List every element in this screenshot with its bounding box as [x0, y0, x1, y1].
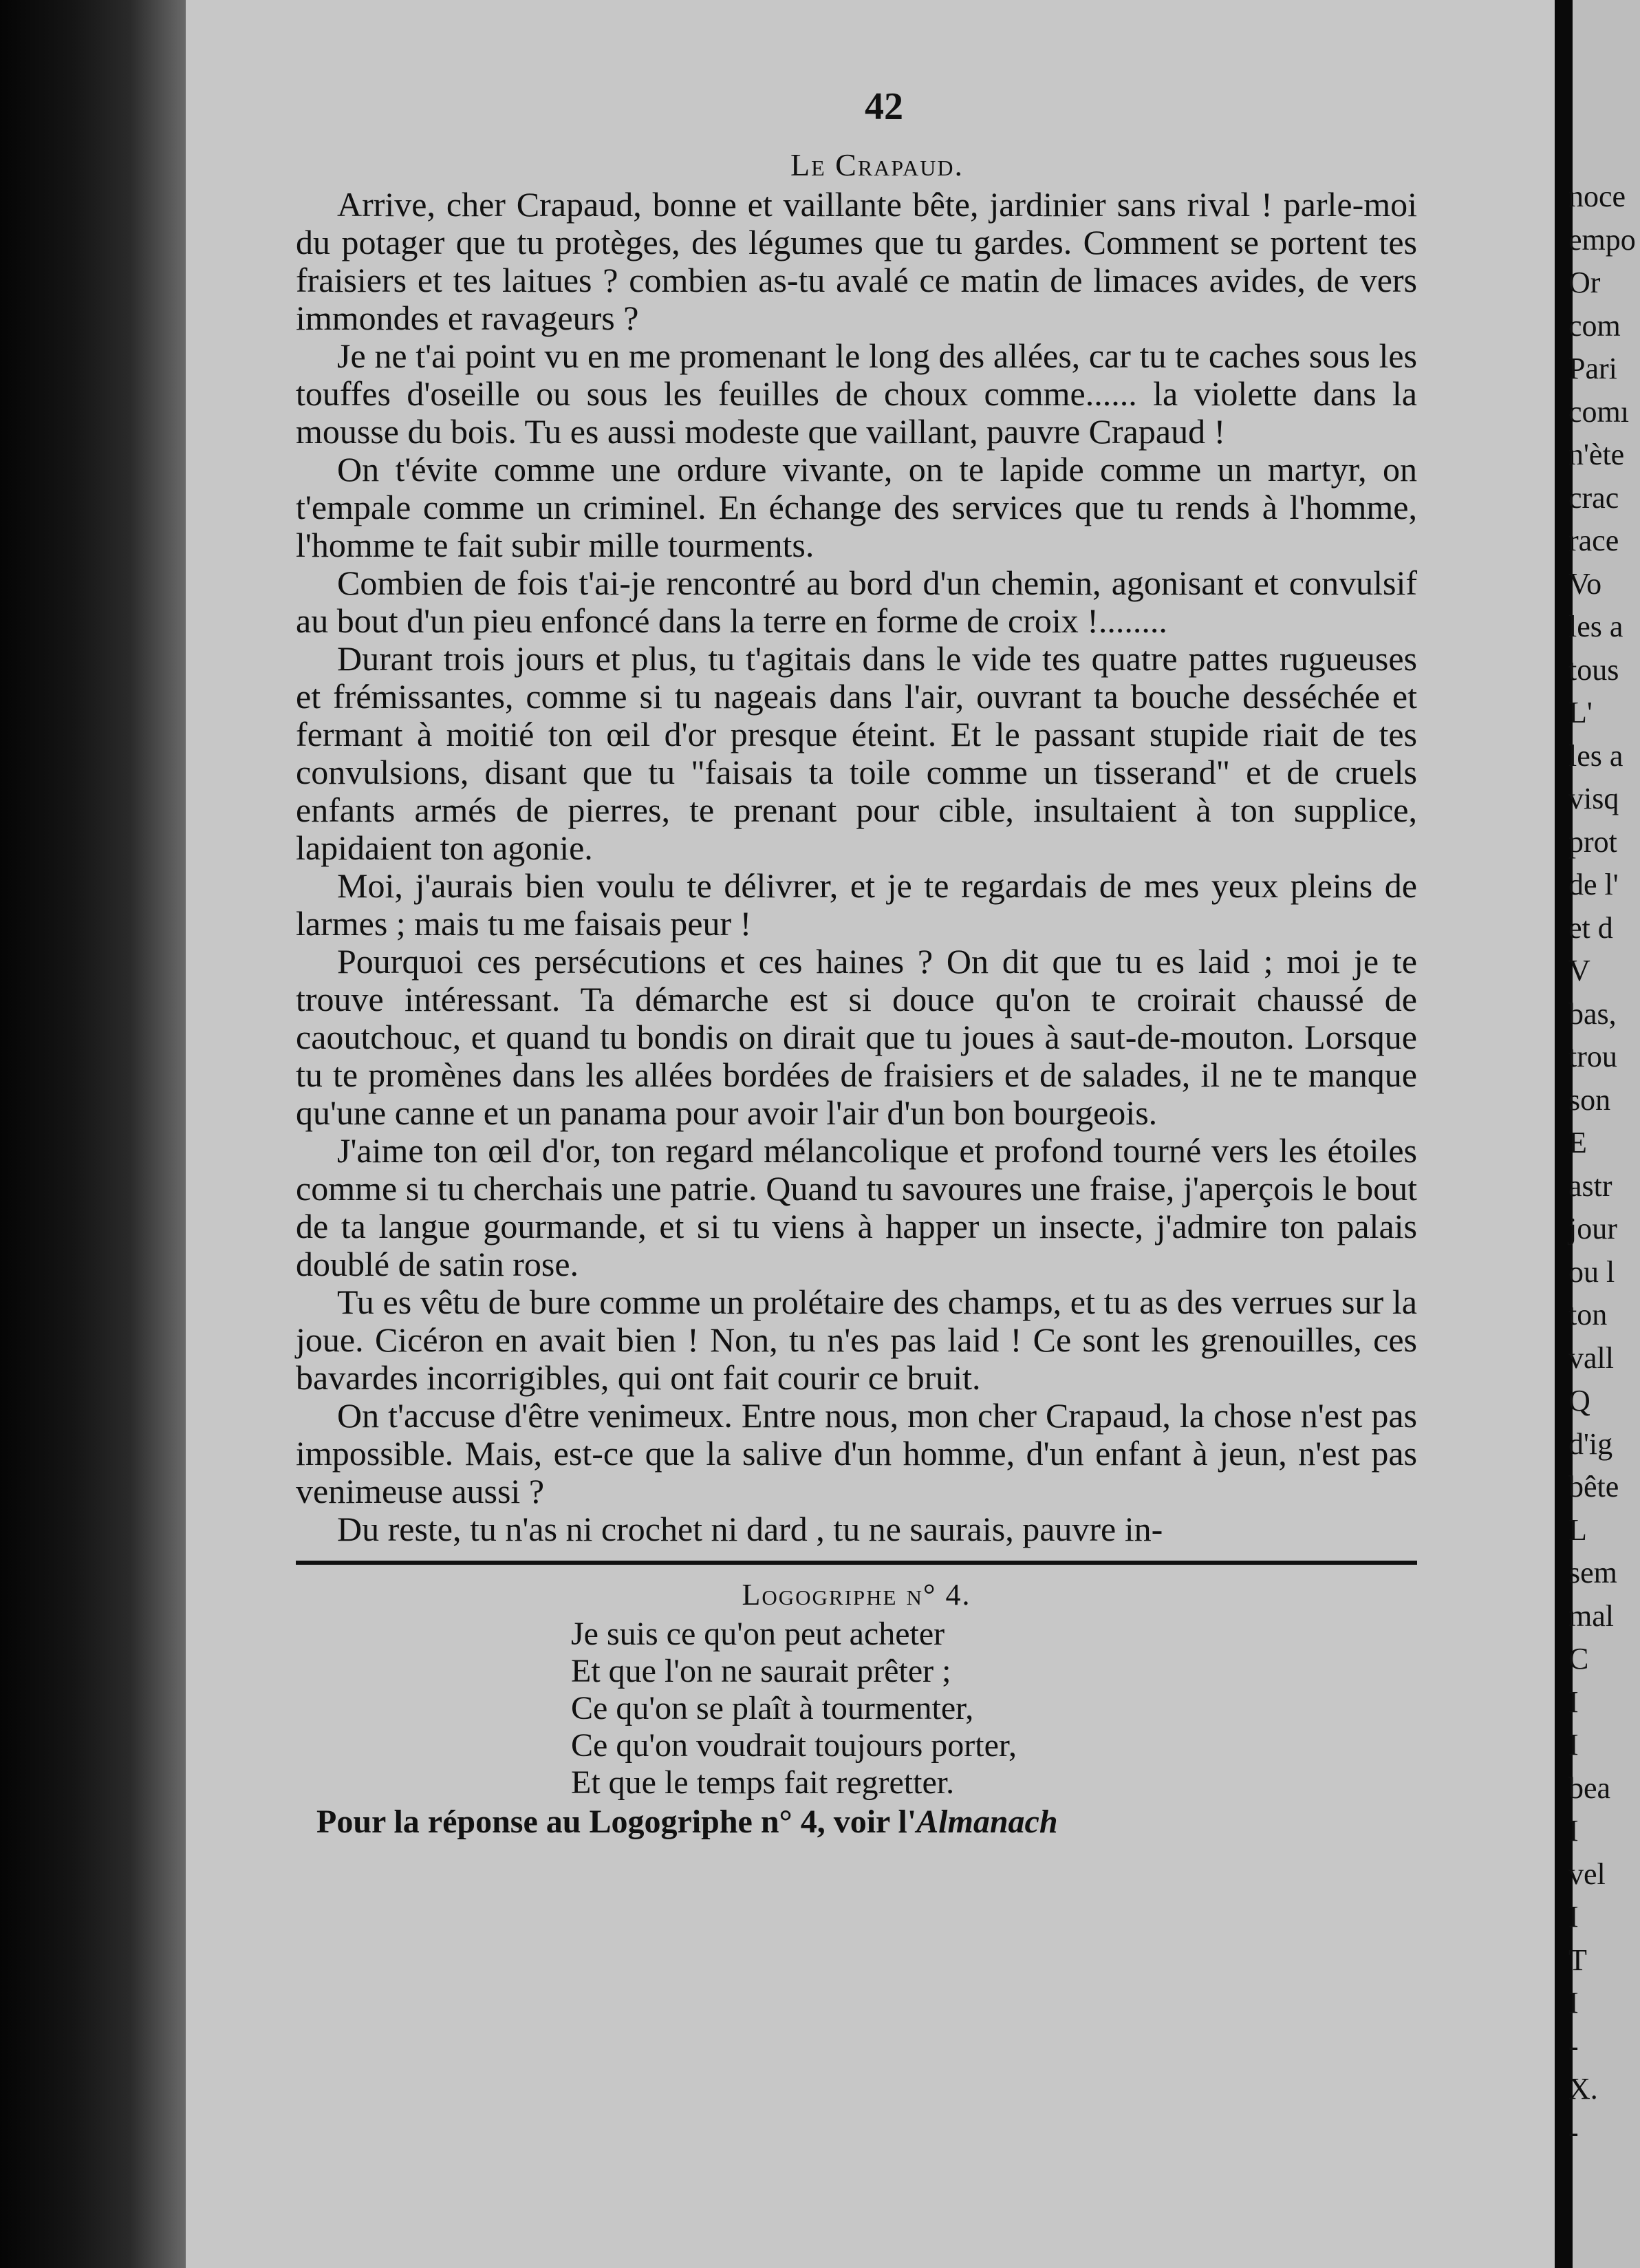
adjacent-page-fragment: L': [1568, 696, 1593, 729]
adjacent-page-fragment: tous: [1568, 652, 1619, 687]
adjacent-page-fragment: I: [1568, 1684, 1579, 1719]
adjacent-page-fragment: les a: [1568, 610, 1623, 643]
adjacent-page-fragment: sem: [1568, 1556, 1617, 1590]
verse-line: Et que l'on ne saurait prêter ;: [571, 1653, 951, 1689]
adjacent-page-fragment: I: [1568, 1900, 1579, 1934]
adjacent-page-fragment: Or: [1568, 266, 1601, 299]
adjacent-page-fragment: E: [1568, 1126, 1587, 1159]
adjacent-page-fragment: -: [1568, 2115, 1579, 2149]
adjacent-page-fragment: V: [1568, 954, 1590, 987]
adjacent-page-edge: [1555, 0, 1640, 2268]
page-text-block: [296, 69, 1417, 1843]
paragraph-6: Moi, j'aurais bien voulu te délivrer, et je te regardais de mes yeux pleins de larmes ; mais tu me faisais peur !: [296, 866, 1417, 943]
section-title: Le Crapaud.: [790, 147, 964, 182]
adjacent-page-fragment: vel: [1568, 1857, 1606, 1891]
adjacent-page-fragment: com: [1568, 308, 1621, 343]
adjacent-page-fragment: prot: [1568, 824, 1617, 859]
adjacent-page-fragment: visq: [1568, 782, 1619, 815]
section-divider: [296, 1561, 1417, 1565]
adjacent-page-fragment: L: [1568, 1512, 1587, 1547]
verse-line: Et que le temps fait regretter.: [571, 1764, 955, 1801]
adjacent-page-fragment: I: [1568, 1728, 1579, 1762]
paragraph-3: On t'évite comme une ordure vivante, on te lapide comme un martyr, on t'empale comme un criminel. En échange des services que tu rends à l'homme, l'homme te fait subir mille tourments.: [296, 450, 1417, 564]
book-binding: [0, 0, 186, 2268]
paragraph-4: Combien de fois t'ai-je rencontré au bord d'un chemin, agonisant et convulsif au bout d'un pieu enfoncé dans la terre en forme de croix !........: [296, 564, 1417, 640]
adjacent-page-fragment: I: [1568, 1814, 1579, 1848]
adjacent-page-fragment: Vo: [1568, 566, 1602, 601]
adjacent-page-fragment: trou: [1568, 1040, 1617, 1073]
adjacent-page-fragment: bas,: [1568, 996, 1617, 1031]
adjacent-page-fragment: ton: [1568, 1298, 1608, 1331]
adjacent-page-fragment: crac: [1568, 480, 1619, 515]
adjacent-page-fragment: vall: [1568, 1340, 1614, 1375]
adjacent-page-fragment: son: [1568, 1082, 1611, 1117]
adjacent-page-fragment: astr: [1568, 1168, 1612, 1203]
adjacent-page-fragment: bea: [1568, 1770, 1611, 1805]
adjacent-page-fragment: X.: [1568, 2072, 1598, 2106]
paragraph-10: On t'accuse d'être venimeux. Entre nous, mon cher Crapaud, la chose n'est pas impossible. Mais, est-ce que la salive d'un homme, d'un enfant à jeun, n'est pas venimeuse aussi ?: [296, 1396, 1417, 1510]
adjacent-page-fragment: bête: [1568, 1470, 1619, 1504]
logogriphe-verses: [571, 1616, 1417, 1801]
paragraph-7: Pourquoi ces persécutions et ces haines ? On dit que tu es laid ; moi je te trouve intéressant. Ta démarche est si douce qu'on te croirait chaussé de caoutchouc, et quand tu bondis on dirait que tu joues à saut-de-mouton. Lorsque tu te promènes dans les allées bordées de fraisiers et de salades, il ne te manque qu'une canne et un panama pour avoir l'air d'un bon bourgeois.: [296, 942, 1417, 1132]
page-number: 42: [865, 85, 903, 128]
adjacent-page-fragment: C: [1568, 1642, 1589, 1676]
adjacent-page-fragment: comı: [1568, 394, 1629, 429]
verse-line: Ce qu'on se plaît à tourmenter,: [571, 1690, 974, 1726]
adjacent-page-fragment: empo: [1568, 222, 1636, 257]
adjacent-page-fragment: d'ig: [1568, 1426, 1613, 1461]
paragraph-5: Durant trois jours et plus, tu t'agitais dans le vide tes quatre pattes rugueuses et frémissantes, comme si tu nageais dans l'air, ouvrant ta bouche desséchée et fermant à moitié ton œil d'or presque éteint. Et le passant stupide riait de tes convulsions, disant que tu "faisais ta toile comme un tisserand" et de cruels enfants armés de pierres, te prenant pour cible, insultaient à ton supplice, lapidaient ton agonie.: [296, 639, 1417, 867]
verse-line: Ce qu'on voudrait toujours porter,: [571, 1727, 1017, 1764]
adjacent-page-fragment: Q: [1568, 1384, 1590, 1418]
adjacent-page-fragment: Pari: [1568, 352, 1617, 385]
paragraph-11: Du reste, tu n'as ni crochet ni dard , tu ne saurais, pauvre in-: [337, 1510, 1163, 1548]
adjacent-page-fragment: noce: [1568, 180, 1626, 213]
answer-italic: Almanach: [916, 1804, 1058, 1840]
adjacent-page-fragment: mal: [1568, 1598, 1614, 1633]
adjacent-page-fragment: -: [1568, 2029, 1579, 2063]
adjacent-page-fragment: T: [1568, 1943, 1587, 1977]
verse-line: Je suis ce qu'on peut acheter: [571, 1616, 945, 1652]
adjacent-page-fragment: les a: [1568, 738, 1623, 773]
paragraph-1: Arrive, cher Crapaud, bonne et vaillante bête, jardinier sans rival ! parle-moi du potager que tu protèges, des légumes que tu gardes. Comment se portent tes fraisiers et tes laitues ? combien as-tu avalé ce matin de limaces avides, de vers immondes et ravageurs ?: [296, 185, 1417, 337]
adjacent-page-fragment: I: [1568, 1986, 1579, 2020]
paragraph-2: Je ne t'ai point vu en me promenant le long des allées, car tu te caches sous les touffes d'oseille ou sous les feuilles de choux comme...... la violette dans la mousse du bois. Tu es aussi modeste que vaillant, pauvre Crapaud !: [296, 336, 1417, 451]
logogriphe-answer-note: [316, 1801, 1417, 1843]
adjacent-page-fragment: de l': [1568, 868, 1619, 901]
adjacent-page-fragment: n'ète: [1568, 438, 1625, 471]
paragraph-8: J'aime ton œil d'or, ton regard mélancolique et profond tourné vers les étoiles comme si tu cherchais une patrie. Quand tu savoures une fraise, j'aperçois le bout de ta langue gourmande, et si tu viens à happer un insecte, j'admire ton palais doublé de satin rose.: [296, 1131, 1417, 1283]
book-page: [186, 0, 1555, 2268]
adjacent-page-fragment: jour: [1568, 1212, 1617, 1245]
logogriphe-title: Logogriphe n° 4.: [742, 1578, 971, 1612]
answer-prefix: Pour la réponse au Logogriphe n° 4, voir l': [316, 1804, 917, 1840]
adjacent-page-fragment: race: [1568, 524, 1619, 557]
paragraph-9: Tu es vêtu de bure comme un prolétaire des champs, et tu as des verrues sur la joue. Cicéron en avait bien ! Non, tu n'es pas laid ! Ce sont les grenouilles, ces bavardes incorrigibles, qui ont fait courir ce bruit.: [296, 1283, 1417, 1397]
adjacent-page-fragment: ou l: [1568, 1254, 1615, 1289]
adjacent-page-fragment: et d: [1568, 910, 1613, 945]
